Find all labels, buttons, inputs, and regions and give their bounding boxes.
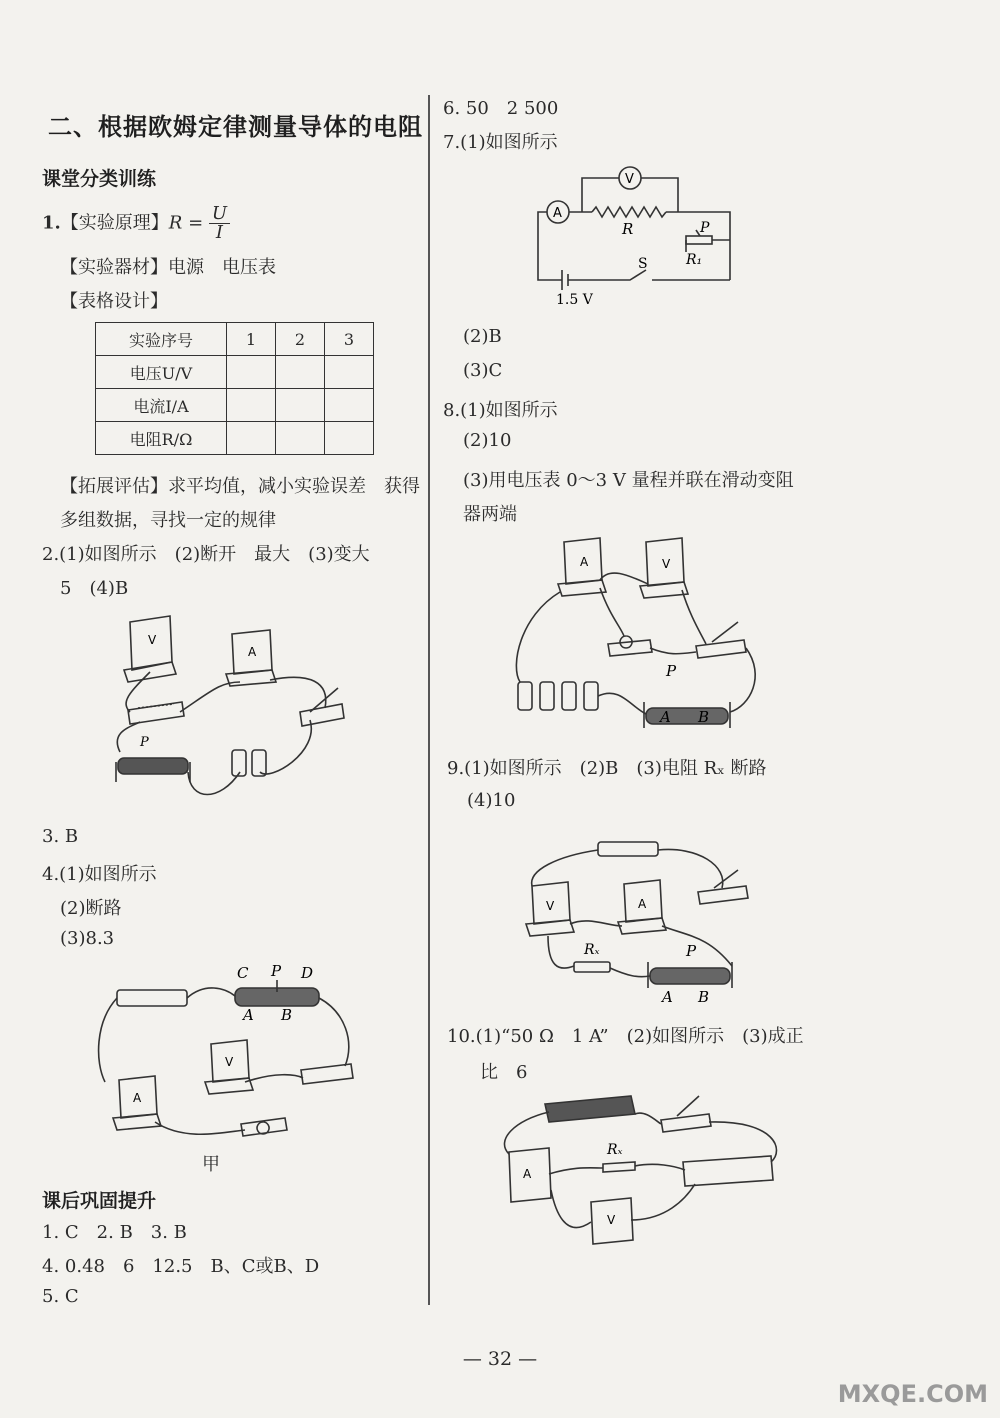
q1-table-label: 【表格设计】 — [60, 291, 168, 312]
voltmeter-label: V — [148, 633, 157, 647]
after-answers-3: 5. C — [42, 1286, 79, 1307]
terminal-b-label: B — [281, 1006, 293, 1024]
site-watermark: MXQE.COM — [837, 1380, 988, 1408]
q8-line3: (3)用电压表 0～3 V 量程并联在滑动变阻 — [463, 470, 794, 491]
voltmeter-label: V — [546, 899, 555, 913]
q4-circuit-figure — [95, 962, 365, 1152]
terminal-b-label: B — [698, 708, 710, 726]
ohm-formula-fraction: $\frac{U}{I}$ — [209, 205, 230, 242]
voltmeter-label: V — [662, 557, 671, 571]
q1-equipment: 【实验器材】电源 电压表 — [60, 257, 276, 278]
data-table — [95, 322, 374, 455]
ammeter-label: A — [523, 1167, 532, 1181]
voltmeter-label: V — [225, 1055, 234, 1069]
terminal-b-label: B — [698, 988, 710, 1006]
ammeter-label: A — [638, 897, 647, 911]
ammeter-label: A — [133, 1091, 142, 1105]
resistor-label: R — [622, 220, 634, 238]
after-answers-2: 4. 0.48 6 12.5 B、C或B、D — [42, 1256, 320, 1277]
battery-voltage-label: 1.5 V — [556, 292, 593, 308]
q10-circuit-figure — [495, 1090, 785, 1260]
slider-label: P — [666, 662, 677, 680]
after-answers-1: 1. C 2. B 3. B — [42, 1222, 187, 1243]
q3-answer: 3. B — [42, 826, 79, 847]
q4-line3: (3)8.3 — [60, 928, 115, 949]
table-header-cell: 实验序号 — [96, 323, 227, 356]
slider-label: P — [140, 735, 149, 750]
voltmeter-label: V — [607, 1213, 616, 1227]
terminal-c-label: C — [237, 964, 249, 982]
q10-line2: 比 6 — [480, 1062, 528, 1083]
ammeter-label: A — [248, 645, 257, 659]
table-header-cell: 3 — [325, 323, 374, 356]
q7-line3: (3)C — [463, 360, 503, 381]
q4-line1: 4.(1)如图所示 — [42, 864, 157, 885]
q2-line2: 5 (4)B — [60, 578, 129, 599]
table-row-label: 电流I/A — [96, 389, 227, 422]
table-row-label: 电阻R/Ω — [96, 422, 227, 455]
rheostat-label: R₁ — [686, 252, 703, 268]
table-row-label: 电压U/V — [96, 356, 227, 389]
terminal-a-label: A — [662, 988, 673, 1006]
q7-line1: 7.(1)如图所示 — [443, 132, 558, 153]
section-heading-classroom: 课堂分类训练 — [42, 168, 157, 190]
terminal-a-label: A — [243, 1006, 254, 1024]
q8-line2: (2)10 — [463, 430, 512, 451]
q7-circuit-diagram — [530, 160, 750, 310]
column-divider — [428, 95, 430, 1305]
q8-circuit-figure — [500, 536, 770, 736]
switch-label: S — [638, 256, 648, 272]
rx-label: Rₓ — [584, 942, 600, 958]
voltmeter-symbol-label: V — [625, 172, 634, 187]
q6-answer: 6. 50 2 500 — [443, 98, 559, 119]
table-row — [96, 422, 374, 455]
table-row — [96, 356, 374, 389]
terminal-p-label: P — [271, 962, 282, 980]
q2-line1: 2.(1)如图所示 (2)断开 最大 (3)变大 — [42, 544, 370, 565]
q1-extend-line1: 【拓展评估】求平均值，减小实验误差 获得 — [60, 476, 420, 497]
table-row — [96, 389, 374, 422]
table-header-cell: 1 — [227, 323, 276, 356]
q8-line4: 器两端 — [463, 504, 517, 525]
page-number: — 32 — — [462, 1348, 538, 1370]
q1-principle: 1.【实验原理】R = $\frac{U}{I}$ — [42, 205, 230, 242]
ammeter-symbol-label: A — [553, 206, 562, 221]
q7-line2: (2)B — [463, 326, 502, 347]
terminal-a-label: A — [660, 708, 671, 726]
slider-label: P — [686, 942, 697, 960]
section-title: 二、根据欧姆定律测量导体的电阻 — [48, 113, 423, 141]
table-header-cell: 2 — [276, 323, 325, 356]
table-header-row — [96, 323, 374, 356]
q2-circuit-figure — [110, 612, 370, 812]
q9-line2: (4)10 — [467, 790, 516, 811]
figure-caption: 甲 — [202, 1154, 220, 1175]
section-heading-after-class: 课后巩固提升 — [42, 1190, 157, 1212]
rx-label: Rₓ — [607, 1142, 623, 1158]
slider-label: P — [700, 220, 710, 236]
q9-line1: 9.(1)如图所示 (2)B (3)电阻 Rₓ 断路 — [447, 758, 767, 779]
q1-extend-line2: 多组数据，寻找一定的规律 — [60, 510, 276, 531]
q8-line1: 8.(1)如图所示 — [443, 400, 558, 421]
q10-line1: 10.(1)“50 Ω 1 A” (2)如图所示 (3)成正 — [447, 1026, 804, 1047]
ammeter-label: A — [580, 555, 589, 569]
terminal-d-label: D — [301, 964, 314, 982]
q4-line2: (2)断路 — [60, 898, 122, 919]
q9-circuit-figure — [518, 826, 778, 1012]
